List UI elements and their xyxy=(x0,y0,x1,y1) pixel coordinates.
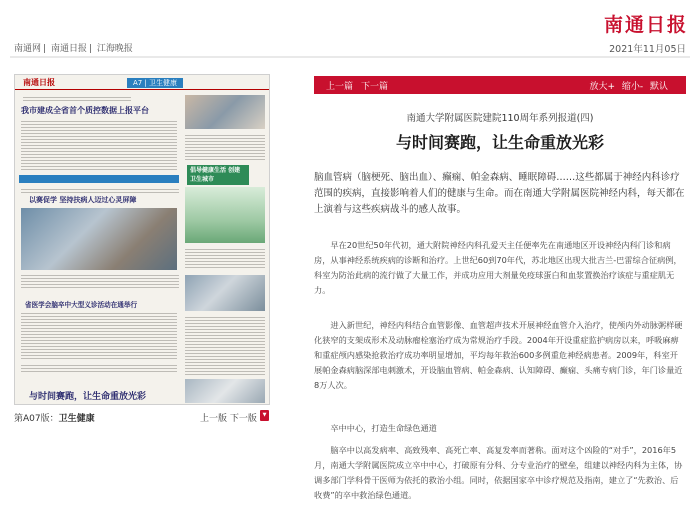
paper-text-block xyxy=(21,119,177,171)
nav-link-nantong-daily[interactable]: 南通日报 xyxy=(50,44,87,54)
paper-headline-race-time[interactable]: 与时间赛跑，让生命重放光彩 xyxy=(29,392,147,402)
header-divider xyxy=(10,56,690,58)
zoom-default-button[interactable]: 默认 xyxy=(649,82,668,92)
page-nav[interactable]: 上一版 下一版 xyxy=(200,414,257,424)
paper-ad-image xyxy=(185,187,265,243)
paper-headline-care[interactable]: 以赛促学 坚持扶病人迈过心灵屏障 xyxy=(29,195,137,204)
article-lead: 脑血管病（脑梗死、脑出血）、癫痫、帕金森病、睡眠障碍……这些都属于神经内科诊疗范围的疾病，直接影响着人们的健康与生命。而在南通大学附属医院神经内科，每天都在上演着与这些疾病战斗的感人故事。 xyxy=(314,172,685,215)
top-nav xyxy=(14,41,135,54)
paper-page-number: 第A07版： xyxy=(14,414,59,424)
paper-text-block xyxy=(21,273,179,289)
newspaper-page-thumbnail[interactable] xyxy=(14,74,270,405)
paper-photo-right xyxy=(185,95,265,129)
paper-photo-nurses xyxy=(21,208,177,270)
pdf-icon[interactable]: ▼ xyxy=(260,410,269,421)
paper-text-block xyxy=(21,187,179,193)
paper-text-block xyxy=(21,311,177,361)
article-paragraph: 早在20世纪50年代初，通大附院神经内科孔爱天主任便率先在南通地区开设神经内科门诊和病房，从事神经系统疾病的诊断和治疗。上世纪60到70年代，苏北地区出现大批吉兰-巴雷综合征病例，科室为防治此病的流行做了大量工作，并成功应用大剂量免疫球蛋白和血浆置换治疗该症与重症肌无力。 xyxy=(314,240,682,295)
paper-headline-quality-platform[interactable]: 我市建成全省首个质控数据上报平台 xyxy=(21,105,149,115)
paper-section-bar xyxy=(19,175,179,183)
article-kicker: 南通大学附属医院建院110周年系列报道(四) xyxy=(406,113,594,124)
paper-text-block xyxy=(185,315,265,375)
paper-photo-ward xyxy=(185,379,265,403)
article-subheading: 卒中中心，打造生命绿色通道 xyxy=(330,423,437,433)
next-article-link[interactable]: 下一篇 xyxy=(361,82,389,92)
paper-ad-health-city: 倡导健康生活 创建卫生城市 xyxy=(187,165,249,185)
paper-photo-doctors xyxy=(185,275,265,311)
nav-link-jianghai-evening[interactable]: 江海晚报 xyxy=(96,44,133,54)
font-size-controls xyxy=(585,79,668,92)
article-paragraph: 进入新世纪，神经内科结合血管影像、血管超声技术开展神经血管介入治疗，使颅内外动脉粥样硬化狭窄的支架成形术及动脉瘤栓塞治疗成为常规治疗手段。2004年开设重症监护病房以来，呼吸麻痹和重症颅内感染抢救治疗成功率明显增加，平均每年救治600多例重危神经病患者。2009年，科室开展帕金森病脑深部电刺激术，开设脑血管病、帕金森病、认知障碍、癫痫、头痛专病门诊，年门诊量近8万人次。 xyxy=(314,320,683,390)
article-paragraph: 脑卒中以高发病率、高致残率、高死亡率、高复发率而著称。面对这个凶险的“对手”，2016年5月，南通大学附属医院成立卒中中心，打破原有分科、分专业治疗的壁垒，组建以神经内科为主体，协调多部门学科骨干医师为依托的救治小组。同时，依据国家卒中诊疗规范及指南，建立了“先救治、后收费”的卒中救治绿色通道。 xyxy=(314,445,683,500)
article-title: 与时间赛跑，让生命重放光彩 xyxy=(395,133,604,152)
paper-masthead xyxy=(15,75,270,90)
article-toolbar xyxy=(314,76,686,94)
site-header xyxy=(0,0,700,62)
paper-section-tag: A7 | 卫生健康 xyxy=(127,78,183,88)
zoom-in-button[interactable]: 放大+ xyxy=(589,82,615,92)
nav-separator: | xyxy=(88,44,92,54)
nav-link-nantong-net[interactable]: 南通网 xyxy=(14,44,42,54)
paper-page-section[interactable]: 卫生健康 xyxy=(58,414,95,424)
paper-text-block xyxy=(21,363,177,373)
issue-date: 2021年11月05日 xyxy=(609,44,686,55)
paper-text-block xyxy=(185,133,265,161)
paper-text-block xyxy=(185,247,265,269)
paper-logo: 南通日报 xyxy=(23,77,55,87)
paper-page-label xyxy=(14,411,95,424)
zoom-out-button[interactable]: 缩小- xyxy=(621,82,644,92)
paper-headline-stroke-clinic[interactable]: 省医学会脑卒中大型义诊活动在通举行 xyxy=(25,301,138,309)
site-logo[interactable]: 南通日报 xyxy=(603,14,688,36)
article-pagination xyxy=(326,79,396,92)
paper-text-block xyxy=(23,95,131,103)
nav-separator: | xyxy=(43,44,47,54)
prev-article-link[interactable]: 上一篇 xyxy=(326,82,354,92)
